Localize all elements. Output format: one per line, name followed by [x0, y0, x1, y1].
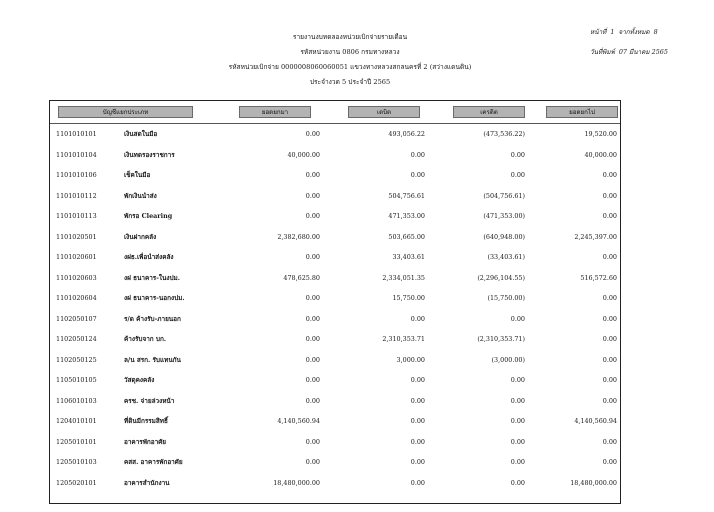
opening-balance: 0.00	[305, 335, 320, 344]
opening-balance: 4,140,560.94	[277, 417, 320, 426]
credit-amount: 0.00	[510, 376, 525, 385]
report-title: รายงานงบทดลองหน่วยเบิกจ่ายรายเดือน	[292, 33, 408, 41]
printed-date-line	[590, 43, 700, 64]
credit-amount: 0.00	[510, 171, 525, 180]
account-code: 1101020601	[56, 253, 97, 262]
table-row	[50, 473, 620, 494]
account-name: ล/น สรก. รับแทนกัน	[124, 355, 181, 364]
table-body	[50, 124, 620, 493]
debit-amount: 0.00	[410, 171, 425, 180]
opening-balance: 0.00	[305, 314, 320, 323]
table-row	[50, 329, 620, 350]
column-header-debit: เดบิต	[348, 106, 420, 118]
debit-amount: 0.00	[410, 478, 425, 487]
closing-balance: 0.00	[602, 376, 617, 385]
account-name: เงินฝากคลัง	[124, 232, 157, 241]
opening-balance: 2,382,680.00	[277, 232, 320, 241]
opening-balance: 0.00	[305, 171, 320, 180]
table-row	[50, 411, 620, 432]
account-name: ร/ด ค้างรับ-ภายนอก	[124, 314, 181, 323]
closing-balance: 0.00	[602, 355, 617, 364]
table-row	[50, 370, 620, 391]
table-row	[50, 432, 620, 453]
closing-balance: 0.00	[602, 253, 617, 262]
table-header	[50, 101, 620, 124]
credit-amount: 0.00	[510, 314, 525, 323]
debit-amount: 0.00	[410, 376, 425, 385]
debit-amount: 0.00	[410, 458, 425, 467]
opening-balance: 18,480,000.00	[273, 478, 320, 487]
credit-amount: (3,000.00)	[491, 355, 525, 364]
account-code: 1101020604	[56, 294, 97, 303]
credit-amount: (2,310,353.71)	[477, 335, 525, 344]
closing-balance: 516,572.60	[580, 273, 617, 282]
table-row	[50, 391, 620, 412]
account-name: งฝธ.เพื่อนำส่งคลัง	[124, 253, 174, 262]
credit-amount: 0.00	[510, 437, 525, 446]
account-name: เงินสดในมือ	[124, 130, 158, 139]
table-row	[50, 206, 620, 227]
opening-balance: 0.00	[305, 376, 320, 385]
report-header	[170, 30, 530, 90]
account-code: 1101010104	[56, 150, 97, 159]
debit-amount: 0.00	[410, 396, 425, 405]
account-name: งฝ ธนาคาร-ในงปม.	[124, 273, 180, 282]
column-header-closing: ยอดยกไป	[546, 106, 618, 118]
account-name: ค้างรับจาก บก.	[124, 335, 167, 344]
account-name: พักรอ Clearing	[124, 212, 173, 221]
credit-amount: 0.00	[510, 478, 525, 487]
opening-balance: 40,000.00	[287, 150, 320, 159]
opening-balance: 0.00	[305, 396, 320, 405]
credit-amount: (15,750.00)	[487, 294, 525, 303]
account-name: ครช. จ่ายล่วงหน้า	[124, 396, 175, 405]
credit-amount: (2,296,104.55)	[477, 273, 525, 282]
total-pages: 8	[653, 27, 658, 36]
column-header-opening: ยอดยกมา	[239, 106, 311, 118]
closing-balance: 18,480,000.00	[570, 478, 617, 487]
opening-balance: 478,625.80	[283, 273, 320, 282]
debit-amount: 2,334,051.35	[382, 273, 425, 282]
debit-amount: 0.00	[410, 314, 425, 323]
account-code: 1205020101	[56, 478, 97, 487]
trial-balance-table	[49, 100, 621, 504]
debit-amount: 471,353.00	[388, 212, 425, 221]
account-name: ที่ดินมีกรรมสิทธิ์	[124, 417, 168, 426]
account-name: คสส. อาคารพักอาศัย	[124, 458, 183, 467]
closing-balance: 0.00	[602, 437, 617, 446]
credit-amount: (471,353.00)	[483, 212, 525, 221]
opening-balance: 0.00	[305, 253, 320, 262]
account-code: 1102050124	[56, 335, 97, 344]
table-row	[50, 350, 620, 371]
account-name: อาคารสำนักงาน	[124, 478, 170, 487]
account-name: วัสดุคงคลัง	[124, 376, 155, 385]
debit-amount: 33,403.61	[392, 253, 425, 262]
debit-amount: 2,310,353.71	[382, 335, 425, 344]
debit-amount: 493,056.22	[388, 130, 425, 139]
account-name: เงินทดรองราชการ	[124, 150, 175, 159]
closing-balance: 0.00	[602, 458, 617, 467]
account-code: 1205010101	[56, 437, 97, 446]
page-info	[590, 22, 700, 63]
unit-line: รหัสหน่วยเบิกจ่าย 0000008060060051 แขวงทางหลวงสกลนครที่ 2 (สว่างแดนดิน)	[228, 63, 472, 71]
closing-balance: 0.00	[602, 191, 617, 200]
debit-amount: 3,000.00	[396, 355, 425, 364]
credit-amount: 0.00	[510, 150, 525, 159]
closing-balance: 40,000.00	[584, 150, 617, 159]
closing-balance: 0.00	[602, 335, 617, 344]
closing-balance: 0.00	[602, 171, 617, 180]
account-name: งฝ ธนาคาร-นอกงปม.	[124, 294, 185, 303]
credit-amount: 0.00	[510, 417, 525, 426]
credit-amount: (504,756.61)	[483, 191, 525, 200]
credit-amount: 0.00	[510, 458, 525, 467]
closing-balance: 0.00	[602, 396, 617, 405]
debit-amount: 0.00	[410, 150, 425, 159]
printed-date: 07 มีนาคม 2565	[618, 48, 668, 57]
opening-balance: 0.00	[305, 355, 320, 364]
page-number: 1	[610, 27, 615, 36]
page-number-line	[590, 22, 700, 43]
table-row	[50, 452, 620, 473]
page-label: หน้าที่	[590, 27, 607, 36]
table-row	[50, 227, 620, 248]
opening-balance: 0.00	[305, 212, 320, 221]
credit-amount: (473,536.22)	[483, 130, 525, 139]
table-row	[50, 165, 620, 186]
agency-line: รหัสหน่วยงาน 0806 กรมทางหลวง	[300, 48, 400, 56]
closing-balance: 0.00	[602, 294, 617, 303]
debit-amount: 0.00	[410, 437, 425, 446]
column-header-account: บัญชีแยกประเภท	[58, 106, 193, 118]
account-code: 1101020603	[56, 273, 97, 282]
account-name: เช็คในมือ	[124, 171, 151, 180]
period-line: ประจำงวด 5 ประจำปี 2565	[309, 78, 391, 86]
account-code: 1101010113	[56, 212, 97, 221]
table-row	[50, 186, 620, 207]
table-row	[50, 124, 620, 145]
opening-balance: 0.00	[305, 458, 320, 467]
debit-amount: 15,750.00	[392, 294, 425, 303]
account-code: 1106010103	[56, 396, 97, 405]
table-row	[50, 145, 620, 166]
table-row	[50, 268, 620, 289]
total-label: จากทั้งหมด	[618, 27, 650, 36]
account-code: 1102050107	[56, 314, 97, 323]
debit-amount: 503,665.00	[388, 232, 425, 241]
account-code: 1105010105	[56, 376, 97, 385]
opening-balance: 0.00	[305, 437, 320, 446]
debit-amount: 0.00	[410, 417, 425, 426]
credit-amount: 0.00	[510, 396, 525, 405]
credit-amount: (33,403.61)	[487, 253, 525, 262]
closing-balance: 0.00	[602, 212, 617, 221]
account-code: 1101010112	[56, 191, 97, 200]
closing-balance: 2,245,397.00	[574, 232, 617, 241]
account-name: พักเงินนำส่ง	[124, 191, 157, 200]
table-row	[50, 247, 620, 268]
account-code: 1205010103	[56, 458, 97, 467]
opening-balance: 0.00	[305, 294, 320, 303]
account-code: 1101010106	[56, 171, 97, 180]
account-code: 1101020501	[56, 232, 97, 241]
account-code: 1204010101	[56, 417, 97, 426]
account-name: อาคารพักอาศัย	[124, 437, 167, 446]
printed-label: วันที่พิมพ์	[590, 48, 615, 57]
table-row	[50, 288, 620, 309]
opening-balance: 0.00	[305, 191, 320, 200]
table-row	[50, 309, 620, 330]
account-code: 1101010101	[56, 130, 97, 139]
credit-amount: (640,948.00)	[483, 232, 525, 241]
account-code: 1102050125	[56, 355, 97, 364]
closing-balance: 4,140,560.94	[574, 417, 617, 426]
closing-balance: 0.00	[602, 314, 617, 323]
debit-amount: 504,756.61	[388, 191, 425, 200]
closing-balance: 19,520.00	[584, 130, 617, 139]
column-header-credit: เครดิต	[453, 106, 525, 118]
opening-balance: 0.00	[305, 130, 320, 139]
